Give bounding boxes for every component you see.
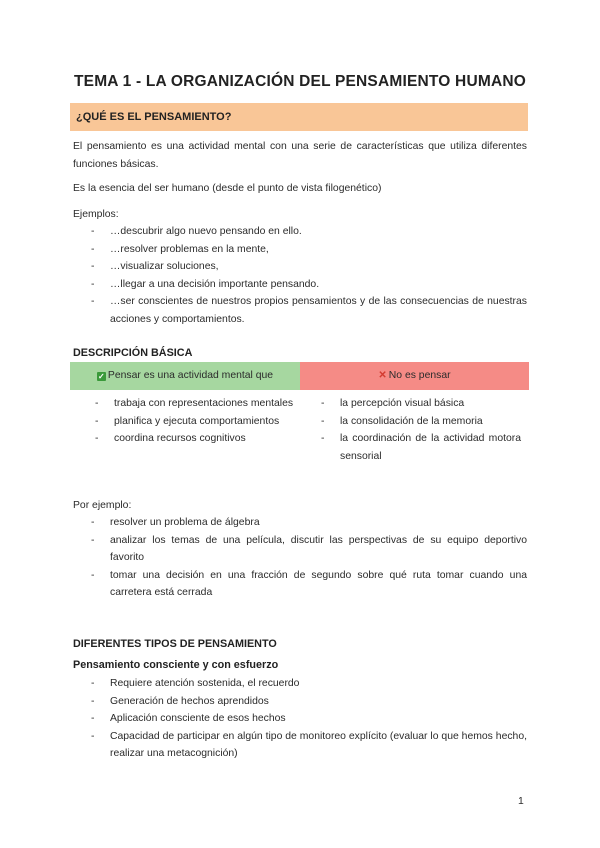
list-item: - …llegar a una decisión importante pensando. (73, 276, 527, 294)
examples-list (73, 223, 527, 328)
paragraph-definition: El pensamiento es una actividad mental con una serie de características que utiliza diferentes funciones básicas. (73, 141, 527, 170)
cross-icon: ✕ (378, 370, 387, 381)
no-header-label: No es pensar (388, 370, 451, 381)
yes-header-label: Pensar es una actividad mental que (107, 370, 274, 381)
list-item: - coordina recursos cognitivos (77, 430, 294, 448)
por-ejemplo-label: Por ejemplo: (73, 500, 132, 511)
list-item: - Capacidad de participar en algún tipo de monitoreo explícito (evaluar lo que hemos hecho, realizar una metacognición) (73, 728, 527, 763)
section-heading-tipos: DIFERENTES TIPOS DE PENSAMIENTO (73, 638, 277, 650)
list-item: - resolver un problema de álgebra (73, 514, 527, 532)
comparison-header-yes (70, 362, 300, 390)
subheading-consciente: Pensamiento consciente y con esfuerzo (73, 659, 279, 671)
list-item: - planifica y ejecuta comportamientos (77, 413, 294, 431)
page-title: TEMA 1 - LA ORGANIZACIÓN DEL PENSAMIENTO HUMANO (73, 73, 527, 90)
list-item: - …visualizar soluciones, (73, 258, 527, 276)
no-list (303, 395, 521, 465)
list-item: - …descubrir algo nuevo pensando en ello. (73, 223, 527, 241)
consciente-list (73, 675, 527, 763)
list-item: - …resolver problemas en la mente, (73, 241, 527, 259)
list-item: - trabaja con representaciones mentales (77, 395, 294, 413)
checkmark-icon: ✓ (98, 372, 105, 381)
list-item: - Requiere atención sostenida, el recuerdo (73, 675, 527, 693)
list-item: - la coordinación de la actividad motora sensorial (303, 430, 521, 465)
list-item: - Aplicación consciente de esos hechos (73, 710, 527, 728)
por-ejemplo-list (73, 514, 527, 602)
paragraph-essence: Es la esencia del ser humano (desde el punto de vista filogenético) (73, 183, 382, 194)
comparison-table (70, 362, 529, 390)
section-heading-que-es: ¿QUÉ ES EL PENSAMIENTO? (70, 103, 528, 131)
list-item: - …ser conscientes de nuestros propios pensamientos y de las consecuencias de nuestras acciones y comportamientos. (73, 293, 527, 328)
list-item: - la percepción visual básica (303, 395, 521, 413)
list-item: - tomar una decisión en una fracción de segundo sobre qué ruta tomar cuando una carretera está cerrada (73, 567, 527, 602)
comparison-header-no (300, 362, 529, 390)
yes-list (77, 395, 294, 448)
page-number: 1 (518, 796, 524, 807)
section-heading-descripcion: DESCRIPCIÓN BÁSICA (73, 347, 193, 359)
list-item: - Generación de hechos aprendidos (73, 693, 527, 711)
list-item: - la consolidación de la memoria (303, 413, 521, 431)
list-item: - analizar los temas de una película, discutir las perspectivas de su equipo deportivo favorito (73, 532, 527, 567)
examples-label: Ejemplos: (73, 209, 119, 220)
